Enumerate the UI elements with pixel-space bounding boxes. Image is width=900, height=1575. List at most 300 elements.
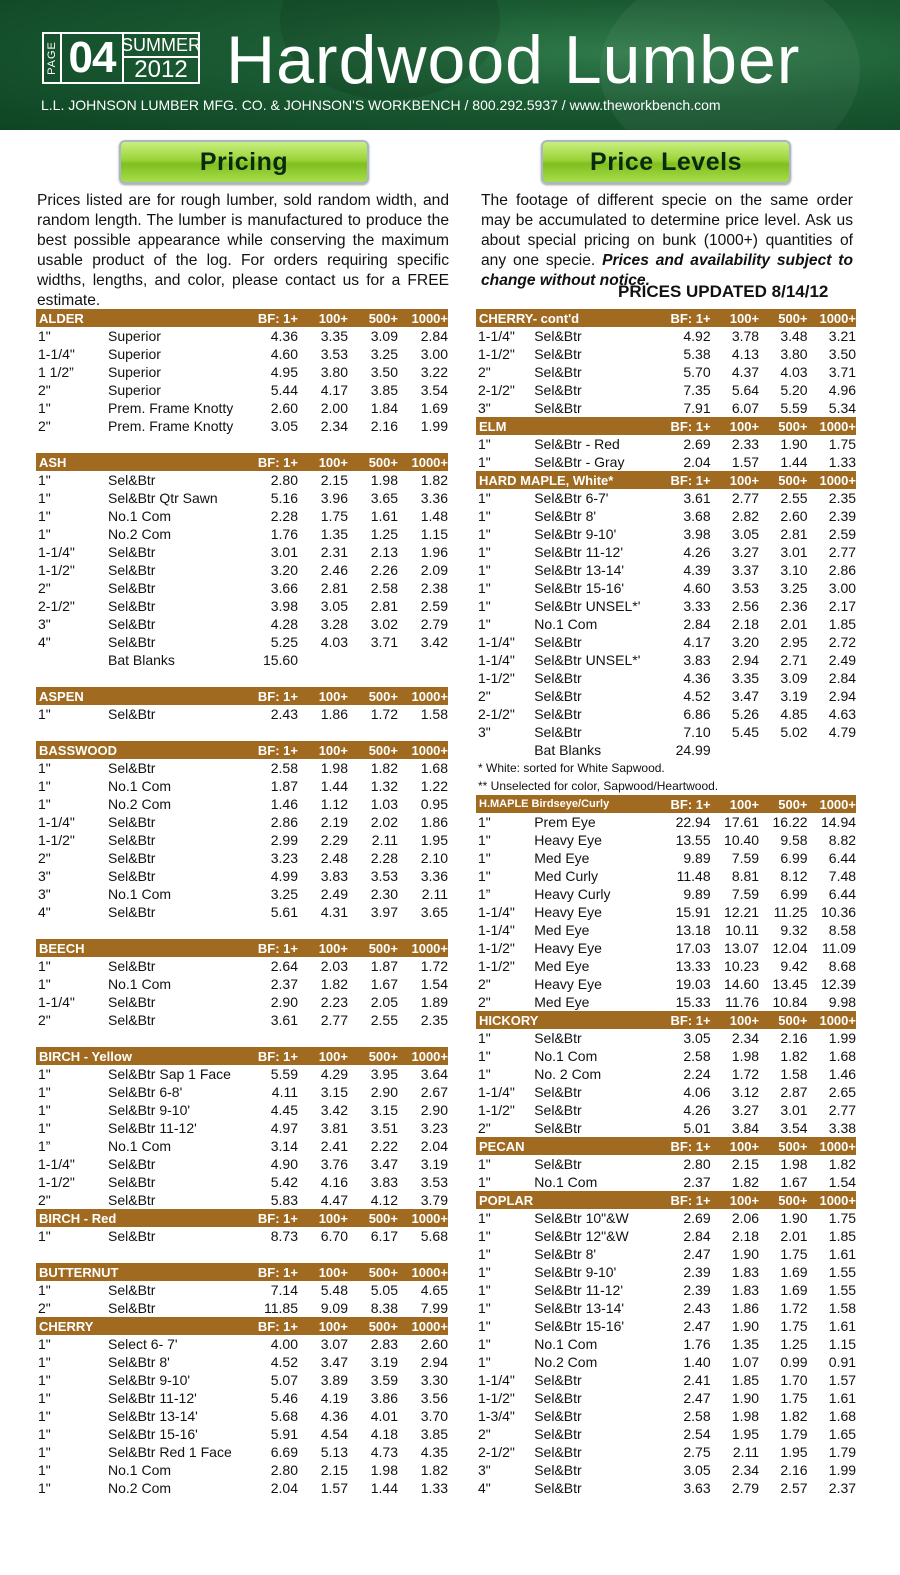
price-1000: 1.85 <box>828 616 857 632</box>
grade: Select 6- 7' <box>108 1336 178 1352</box>
price-100: 3.76 <box>320 1156 348 1172</box>
grade: Sel&Btr 10"&W <box>534 1210 629 1226</box>
grade: No.1 Com <box>534 1048 598 1064</box>
price-row <box>36 651 448 669</box>
thickness: 2" <box>38 1300 51 1316</box>
price-1: 2.47 <box>683 1318 711 1334</box>
price-1000: 2.84 <box>828 670 857 686</box>
page-badge <box>42 32 200 84</box>
thickness: 1-1/2" <box>478 670 515 686</box>
price-1: 13.55 <box>675 832 711 848</box>
price-100: 1.35 <box>731 1336 760 1352</box>
price-row <box>36 1137 448 1155</box>
price-500: 1.98 <box>370 1462 398 1478</box>
thickness: 1-1/2" <box>478 1102 515 1118</box>
price-100: 1.95 <box>731 1426 760 1442</box>
price-1000: 1.55 <box>828 1264 857 1280</box>
price-1: 5.70 <box>683 364 711 380</box>
grade: No.1 Com <box>534 1336 598 1352</box>
price-1: 2.04 <box>270 1480 298 1496</box>
price-row <box>36 1389 448 1407</box>
grade: Sel&Btr 6-8' <box>108 1084 183 1100</box>
price-1000: 4.79 <box>828 724 857 740</box>
grade: Sel&Btr <box>108 868 156 884</box>
price-row <box>36 1461 448 1479</box>
price-row <box>476 579 856 597</box>
grade: Sel&Btr <box>108 850 156 866</box>
price-1000: 2.65 <box>828 1084 857 1100</box>
qty-header-500: 500+ <box>368 454 398 470</box>
thickness: 1" <box>478 1030 491 1046</box>
price-100: 2.77 <box>320 1012 348 1028</box>
grade: Superior <box>108 382 161 398</box>
price-1: 4.60 <box>270 346 298 362</box>
thickness: 1" <box>478 1066 491 1082</box>
price-100: 2.77 <box>731 490 760 506</box>
price-500: 3.25 <box>780 580 808 596</box>
price-row <box>476 633 856 651</box>
price-row <box>36 1011 448 1029</box>
price-500: 1.87 <box>370 958 398 974</box>
thickness: 3" <box>38 868 51 884</box>
price-500: 2.22 <box>370 1138 398 1154</box>
qty-header-100: 100+ <box>729 1012 760 1028</box>
qty-header-1000: 1000+ <box>411 688 448 704</box>
price-1000: 2.90 <box>420 1102 448 1118</box>
thickness: 1" <box>478 868 491 884</box>
price-500: 1.90 <box>780 1210 808 1226</box>
price-1000: 2.77 <box>828 544 857 560</box>
price-100: 1.12 <box>320 796 348 812</box>
price-1000: 2.77 <box>828 1102 857 1118</box>
price-row <box>476 561 856 579</box>
price-1000: 1.54 <box>420 976 448 992</box>
thickness: 1" <box>478 598 491 614</box>
price-100: 1.90 <box>731 1390 760 1406</box>
price-100: 3.37 <box>731 562 760 578</box>
qty-header-500: 500+ <box>368 310 398 326</box>
price-500: 6.17 <box>370 1228 398 1244</box>
price-1000: 4.35 <box>420 1444 448 1460</box>
price-1000: 1.85 <box>828 1228 857 1244</box>
price-row <box>36 1065 448 1083</box>
price-100: 3.47 <box>320 1354 348 1370</box>
price-100: 4.29 <box>320 1066 348 1082</box>
species-header <box>36 687 448 705</box>
price-100: 3.35 <box>320 328 348 344</box>
price-500: 3.59 <box>370 1372 398 1388</box>
qty-header-1: BF: 1+ <box>670 1138 711 1154</box>
species-name: PECAN <box>479 1138 525 1154</box>
pricing-heading: Pricing <box>119 140 369 184</box>
price-table-left <box>36 309 448 1497</box>
price-500: 3.25 <box>370 346 398 362</box>
thickness: 1” <box>478 886 491 902</box>
price-levels-disclaimer: Prices and availability subject to change without notice. <box>481 252 853 289</box>
price-1000: 2.79 <box>420 616 448 632</box>
qty-header-100: 100+ <box>729 1192 760 1208</box>
price-500: 2.83 <box>370 1336 398 1352</box>
price-100: 1.98 <box>320 760 348 776</box>
species-name: CHERRY- cont'd <box>479 310 580 326</box>
price-100: 14.60 <box>724 976 760 992</box>
price-row <box>36 813 448 831</box>
price-1: 2.47 <box>683 1390 711 1406</box>
price-1000: 1.68 <box>420 760 448 776</box>
grade: Sel&Btr 11-12' <box>534 544 624 560</box>
grade: Sel&Btr <box>108 616 156 632</box>
thickness: 1" <box>38 1408 51 1424</box>
price-100: 3.53 <box>731 580 760 596</box>
price-row <box>476 1299 856 1317</box>
grade: Sel&Btr 13-14' <box>534 1300 625 1316</box>
price-1000: 1.86 <box>420 814 448 830</box>
pricing-description: Prices listed are for rough lumber, sold random width, and random length. The lumber is manufactured to produce the best possible appearance while conserving the maximum usable product of the log. For orders requiring specific widths, lengths, and color, please contact us for a FREE estimate. <box>37 192 449 309</box>
price-100: 3.83 <box>320 868 348 884</box>
price-1000: 8.58 <box>828 922 857 938</box>
price-row <box>476 831 856 849</box>
thickness: 1-1/4" <box>38 346 75 362</box>
price-100: 1.86 <box>320 706 348 722</box>
price-row <box>476 939 856 957</box>
price-row <box>36 975 448 993</box>
price-500: 5.02 <box>780 724 808 740</box>
thickness: 1-1/4" <box>478 1084 515 1100</box>
price-1: 4.26 <box>683 1102 711 1118</box>
price-500: 10.84 <box>772 994 808 1010</box>
price-row <box>476 507 856 525</box>
species-name: BIRCH - Red <box>39 1210 117 1226</box>
price-1: 2.58 <box>270 760 298 776</box>
grade: Sel&Btr <box>108 1192 156 1208</box>
price-1: 4.00 <box>270 1336 298 1352</box>
price-row <box>36 1353 448 1371</box>
price-row <box>476 1479 856 1497</box>
price-1: 3.14 <box>270 1138 298 1154</box>
price-levels-heading: Price Levels <box>541 140 791 184</box>
grade: Sel&Btr - Red <box>534 436 620 452</box>
species-name: BIRCH - Yellow <box>39 1048 132 1064</box>
qty-header-1000: 1000+ <box>819 1192 856 1208</box>
thickness: 2" <box>38 418 51 434</box>
price-500: 3.15 <box>370 1102 398 1118</box>
price-1: 3.25 <box>270 886 298 902</box>
price-row <box>36 471 448 489</box>
grade: Prem. Frame Knotty <box>108 400 234 416</box>
price-row <box>476 1227 856 1245</box>
thickness: 2-1/2" <box>38 598 75 614</box>
price-row <box>476 327 856 345</box>
grade: Sel&Btr <box>534 1372 582 1388</box>
thickness: 1" <box>478 1318 491 1334</box>
qty-header-1000: 1000+ <box>411 1210 448 1226</box>
price-500: 8.38 <box>370 1300 398 1316</box>
price-1000: 3.56 <box>420 1390 448 1406</box>
thickness: 1" <box>38 1354 51 1370</box>
qty-header-100: 100+ <box>318 454 348 470</box>
price-row <box>476 399 856 417</box>
price-500: 3.09 <box>370 328 398 344</box>
grade: Sel&Btr 6-7' <box>534 490 609 506</box>
price-1: 2.99 <box>270 832 298 848</box>
price-1000: 7.99 <box>420 1300 448 1316</box>
qty-header-1000: 1000+ <box>411 310 448 326</box>
spacer <box>36 723 448 741</box>
thickness: 1" <box>478 508 491 524</box>
price-row <box>36 633 448 651</box>
price-500: 2.81 <box>370 598 398 614</box>
price-row <box>476 363 856 381</box>
grade: Sel&Btr 11-12' <box>534 1282 624 1298</box>
price-100: 1.83 <box>731 1264 760 1280</box>
price-100: 1.85 <box>731 1372 760 1388</box>
price-500: 1.82 <box>780 1048 808 1064</box>
grade: No.1 Com <box>534 616 598 632</box>
grade: Sel&Btr 12"&W <box>534 1228 629 1244</box>
price-1: 2.64 <box>270 958 298 974</box>
price-500: 3.83 <box>370 1174 398 1190</box>
price-row <box>36 417 448 435</box>
thickness: 1-1/4" <box>478 652 515 668</box>
price-100: 1.44 <box>320 778 348 794</box>
price-1: 2.28 <box>270 508 298 524</box>
price-100: 2.03 <box>320 958 348 974</box>
species-name: BUTTERNUT <box>39 1264 119 1280</box>
price-row <box>476 543 856 561</box>
price-row <box>36 903 448 921</box>
price-row <box>36 1407 448 1425</box>
qty-header-1: BF: 1+ <box>257 688 298 704</box>
qty-header-1: BF: 1+ <box>257 454 298 470</box>
qty-header-1: BF: 1+ <box>257 742 298 758</box>
grade: Sel&Btr <box>108 598 156 614</box>
species-header <box>476 1191 856 1209</box>
price-1: 17.03 <box>675 940 711 956</box>
grade: Heavy Eye <box>534 940 602 956</box>
thickness: 1" <box>478 616 491 632</box>
thickness: 1" <box>38 1120 51 1136</box>
price-100: 1.86 <box>731 1300 760 1316</box>
price-500: 1.44 <box>780 454 808 470</box>
price-100: 1.90 <box>731 1246 760 1262</box>
price-1: 8.73 <box>270 1228 298 1244</box>
grade: Sel&Btr <box>534 1426 582 1442</box>
price-500: 1.03 <box>370 796 398 812</box>
price-100: 7.59 <box>731 886 760 902</box>
price-100: 1.72 <box>731 1066 760 1082</box>
price-1000: 2.35 <box>828 490 857 506</box>
price-500: 2.13 <box>370 544 398 560</box>
price-row <box>36 1155 448 1173</box>
thickness: 3" <box>38 886 51 902</box>
price-100: 2.29 <box>320 832 348 848</box>
price-100: 2.23 <box>320 994 348 1010</box>
price-1000: 1.79 <box>828 1444 857 1460</box>
qty-header-1: BF: 1+ <box>257 1318 298 1334</box>
price-100: 1.90 <box>731 1318 760 1334</box>
qty-header-1: BF: 1+ <box>670 1192 711 1208</box>
thickness: 1" <box>478 1282 491 1298</box>
price-500: 1.58 <box>780 1066 808 1082</box>
price-100: 3.35 <box>731 670 760 686</box>
price-500: 8.12 <box>780 868 808 884</box>
qty-header-100: 100+ <box>318 1210 348 1226</box>
price-1000: 1.95 <box>420 832 448 848</box>
price-500: 1.98 <box>780 1156 808 1172</box>
qty-header-500: 500+ <box>778 1138 808 1154</box>
grade: Sel&Btr <box>108 1156 156 1172</box>
grade: Sel&Btr <box>108 1300 156 1316</box>
price-1000: 2.72 <box>828 634 857 650</box>
grade: Sel&Btr 11-12' <box>108 1390 197 1406</box>
thickness: 2" <box>478 976 491 992</box>
price-row <box>476 813 856 831</box>
price-500: 3.48 <box>780 328 808 344</box>
price-100: 5.13 <box>320 1444 348 1460</box>
thickness: 4" <box>478 1480 491 1496</box>
price-500: 3.65 <box>370 490 398 506</box>
price-1000: 1.72 <box>420 958 448 974</box>
price-1000: 1.68 <box>828 1408 857 1424</box>
price-100: 3.81 <box>320 1120 348 1136</box>
price-1: 5.68 <box>270 1408 298 1424</box>
qty-header-1000: 1000+ <box>819 1012 856 1028</box>
price-100: 4.17 <box>320 382 348 398</box>
thickness: 1-1/2" <box>38 1174 75 1190</box>
thickness: 1" <box>478 1048 491 1064</box>
price-1000: 1.65 <box>828 1426 857 1442</box>
species-header <box>36 1263 448 1281</box>
price-500: 1.32 <box>370 778 398 794</box>
price-1: 7.14 <box>270 1282 298 1298</box>
grade: Sel&Btr <box>108 904 156 920</box>
species-name: HARD MAPLE, White* <box>479 472 614 488</box>
price-row <box>476 345 856 363</box>
qty-header-1000: 1000+ <box>411 454 448 470</box>
thickness: 1" <box>38 1336 51 1352</box>
price-row <box>476 1407 856 1425</box>
price-row <box>476 1209 856 1227</box>
page-header <box>0 0 900 130</box>
price-500: 2.26 <box>370 562 398 578</box>
grade: Sel&Btr - Gray <box>534 454 625 470</box>
price-100: 3.05 <box>320 598 348 614</box>
grade: Sel&Btr <box>534 1102 582 1118</box>
price-500: 2.01 <box>780 616 808 632</box>
price-row <box>36 1479 448 1497</box>
species-name: BEECH <box>39 940 85 956</box>
price-1: 22.94 <box>675 814 711 830</box>
price-1000: 1.82 <box>828 1156 857 1172</box>
grade: Sel&Btr <box>108 814 156 830</box>
price-100: 10.23 <box>724 958 760 974</box>
price-1000: 1.99 <box>828 1030 857 1046</box>
price-1: 3.05 <box>270 418 298 434</box>
price-row <box>476 1389 856 1407</box>
price-1000: 1.46 <box>828 1066 857 1082</box>
thickness: 1" <box>38 1102 51 1118</box>
thickness: 1" <box>38 1390 51 1406</box>
qty-header-500: 500+ <box>778 1012 808 1028</box>
price-100: 13.07 <box>724 940 760 956</box>
thickness: 1" <box>38 1444 51 1460</box>
price-500: 9.42 <box>780 958 808 974</box>
qty-header-1000: 1000+ <box>411 742 448 758</box>
price-500: 2.36 <box>780 598 808 614</box>
price-row <box>476 1443 856 1461</box>
thickness: 1-1/4" <box>38 544 75 560</box>
grade: No.1 Com <box>108 976 172 992</box>
season-label: SUMMER <box>124 34 198 58</box>
price-100: 3.07 <box>320 1336 348 1352</box>
qty-header-500: 500+ <box>368 688 398 704</box>
price-1000: 3.36 <box>420 490 448 506</box>
price-1000: 1.54 <box>828 1174 857 1190</box>
grade: Sel&Btr <box>108 472 156 488</box>
price-100: 3.12 <box>731 1084 760 1100</box>
price-1000: 1.15 <box>828 1336 857 1352</box>
qty-header-500: 500+ <box>778 310 808 326</box>
price-100: 1.07 <box>731 1354 760 1370</box>
price-500: 5.05 <box>370 1282 398 1298</box>
prices-updated-date: PRICES UPDATED 8/14/12 <box>618 282 829 301</box>
qty-header-1000: 1000+ <box>411 940 448 956</box>
price-100: 2.82 <box>731 508 760 524</box>
thickness: 1" <box>38 760 51 776</box>
price-500: 2.55 <box>780 490 808 506</box>
qty-header-1: BF: 1+ <box>257 1048 298 1064</box>
price-row <box>36 1443 448 1461</box>
price-row <box>476 741 856 759</box>
price-1: 7.35 <box>683 382 711 398</box>
price-100: 2.49 <box>320 886 348 902</box>
price-500: 3.02 <box>370 616 398 632</box>
price-100: 17.61 <box>724 814 760 830</box>
price-1: 11.48 <box>676 868 711 884</box>
price-100: 12.21 <box>724 904 760 920</box>
price-1: 2.58 <box>683 1408 711 1424</box>
species-header <box>36 1047 448 1065</box>
price-100: 7.59 <box>731 850 760 866</box>
price-1: 3.66 <box>270 580 298 596</box>
price-row <box>476 453 856 471</box>
price-100: 3.53 <box>320 346 348 362</box>
price-1: 4.97 <box>270 1120 298 1136</box>
price-1000: 1.82 <box>420 1462 448 1478</box>
price-1: 3.63 <box>683 1480 711 1496</box>
grade: Sel&Btr 9-10' <box>534 1264 617 1280</box>
grade: Sel&Btr <box>108 1012 156 1028</box>
price-100: 2.00 <box>320 400 348 416</box>
thickness: 1" <box>478 562 491 578</box>
price-1000: 3.00 <box>420 346 448 362</box>
price-1000: 1.99 <box>420 418 448 434</box>
price-100: 5.48 <box>320 1282 348 1298</box>
price-500: 2.16 <box>780 1030 808 1046</box>
price-100: 2.31 <box>320 544 348 560</box>
price-500: 1.72 <box>780 1300 808 1316</box>
qty-header-500: 500+ <box>368 742 398 758</box>
thickness: 2" <box>478 1426 491 1442</box>
price-500: 2.11 <box>371 832 398 848</box>
price-1000: 1.57 <box>828 1372 857 1388</box>
price-1: 2.80 <box>270 472 298 488</box>
grade: Heavy Eye <box>534 976 602 992</box>
price-row <box>476 1029 856 1047</box>
price-1: 6.69 <box>270 1444 298 1460</box>
price-row <box>476 993 856 1011</box>
price-100: 6.70 <box>320 1228 348 1244</box>
